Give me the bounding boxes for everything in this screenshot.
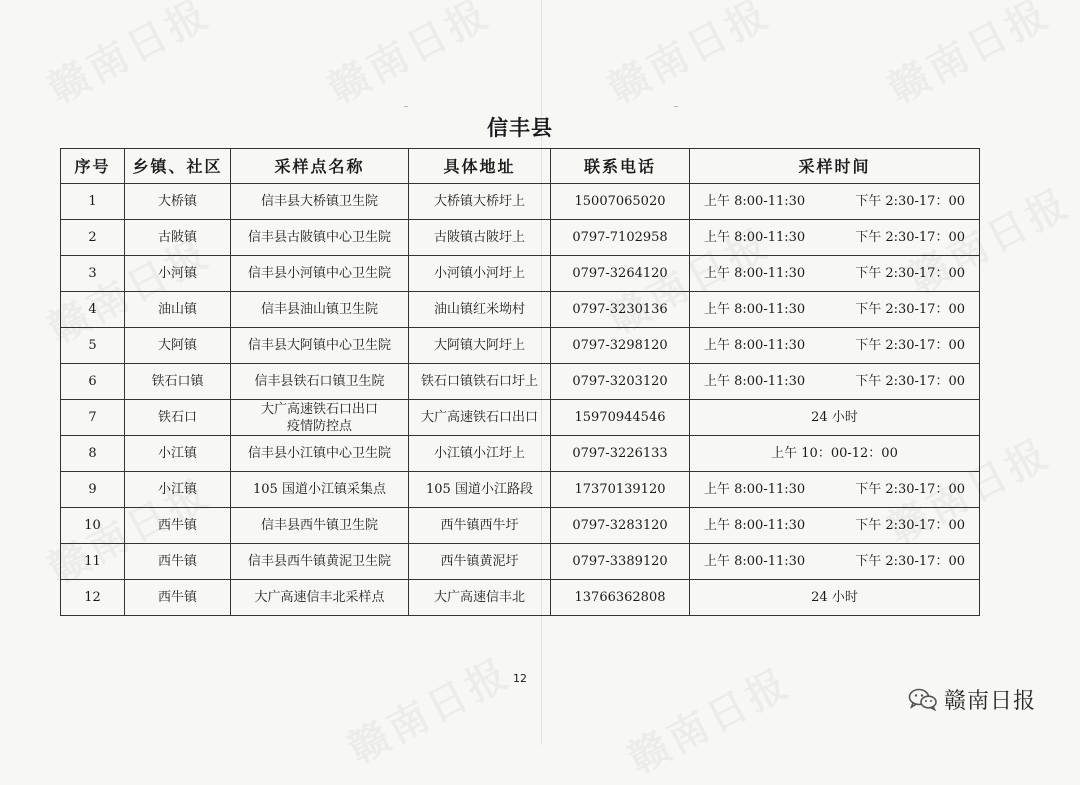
table-row [61, 256, 980, 292]
time-morning: 上午 8:00-11:30 [704, 374, 806, 389]
cell-phone: 0797-3264120 [551, 256, 690, 292]
time-afternoon: 下午 2:30-17：00 [855, 302, 965, 317]
cell-address: 大桥镇大桥圩上 [409, 184, 551, 220]
cell-town: 西牛镇 [125, 544, 231, 580]
cell-site-name: 信丰县大桥镇卫生院 [231, 184, 409, 220]
cell-sampling-time: 24 小时 [690, 580, 980, 616]
cell-site-name: 信丰县西牛镇黄泥卫生院 [231, 544, 409, 580]
cell-site-name: 信丰县小江镇中心卫生院 [231, 436, 409, 472]
cell-phone: 0797-3283120 [551, 508, 690, 544]
cell-sampling-time [690, 256, 980, 292]
cell-sampling-time [690, 472, 980, 508]
cell-number: 2 [61, 220, 125, 256]
site-name-line-1: 大广高速铁石口出口 [260, 401, 378, 417]
cell-address: 105 国道小江路段 [409, 472, 551, 508]
cell-phone: 15007065020 [551, 184, 690, 220]
header-phone: 联系电话 [551, 149, 690, 184]
cell-phone: 0797-3203120 [551, 364, 690, 400]
cell-number: 10 [61, 508, 125, 544]
cell-number: 8 [61, 436, 125, 472]
cell-town: 小江镇 [125, 436, 231, 472]
table-header-row [61, 149, 980, 184]
table-row [61, 292, 980, 328]
watermark [877, 0, 1059, 115]
cell-sampling-time: 上午 10：00-12：00 [690, 436, 980, 472]
cell-sampling-time [690, 328, 980, 364]
cell-sampling-time [690, 292, 980, 328]
cell-number: 3 [61, 256, 125, 292]
time-morning: 上午 8:00-11:30 [704, 482, 806, 497]
time-afternoon: 下午 2:30-17：00 [855, 374, 965, 389]
cell-site-name: 信丰县古陂镇中心卫生院 [231, 220, 409, 256]
time-afternoon: 下午 2:30-17：00 [855, 338, 965, 353]
cell-town: 铁石口镇 [125, 364, 231, 400]
cell-phone: 0797-3230136 [551, 292, 690, 328]
wechat-icon [908, 687, 938, 711]
cell-number: 9 [61, 472, 125, 508]
cell-address: 小江镇小江圩上 [409, 436, 551, 472]
table-row [61, 184, 980, 220]
cell-phone: 0797-3298120 [551, 328, 690, 364]
table-row [61, 364, 980, 400]
cell-town: 大阿镇 [125, 328, 231, 364]
time-morning: 上午 8:00-11:30 [704, 302, 806, 317]
table-row [61, 580, 980, 616]
cell-number: 12 [61, 580, 125, 616]
cell-number: 7 [61, 400, 125, 436]
cell-sampling-time [690, 364, 980, 400]
cell-site-name: 信丰县西牛镇卫生院 [231, 508, 409, 544]
header-number: 序号 [61, 149, 125, 184]
site-name-line-2: 疫情防控点 [286, 418, 352, 434]
cell-number: 4 [61, 292, 125, 328]
time-morning: 上午 8:00-11:30 [704, 194, 806, 209]
time-afternoon: 下午 2:30-17：00 [855, 194, 965, 209]
time-afternoon: 下午 2:30-17：00 [855, 230, 965, 245]
cell-town: 小江镇 [125, 472, 231, 508]
cell-sampling-time [690, 508, 980, 544]
cell-sampling-time: 24 小时 [690, 400, 980, 436]
cell-number: 11 [61, 544, 125, 580]
sampling-sites-table [60, 148, 980, 616]
watermark [597, 0, 779, 115]
cell-phone: 17370139120 [551, 472, 690, 508]
time-morning: 上午 8:00-11:30 [704, 338, 806, 353]
cell-town: 西牛镇 [125, 508, 231, 544]
cell-town: 古陂镇 [125, 220, 231, 256]
watermark [337, 642, 519, 775]
time-morning: 上午 8:00-11:30 [704, 518, 806, 533]
cell-address: 古陂镇古陂圩上 [409, 220, 551, 256]
cell-address: 大广高速铁石口出口 [409, 400, 551, 436]
cell-address: 油山镇红米坳村 [409, 292, 551, 328]
cell-site-name: 信丰县大阿镇中心卫生院 [231, 328, 409, 364]
cell-address: 大阿镇大阿圩上 [409, 328, 551, 364]
cell-town: 小河镇 [125, 256, 231, 292]
crop-mark [674, 106, 678, 107]
cell-number: 6 [61, 364, 125, 400]
cell-town: 铁石口 [125, 400, 231, 436]
time-morning: 上午 8:00-11:30 [704, 230, 806, 245]
cell-sampling-time [690, 220, 980, 256]
cell-phone: 15970944546 [551, 400, 690, 436]
watermark [317, 0, 499, 115]
cell-phone: 13766362808 [551, 580, 690, 616]
cell-address: 西牛镇西牛圩 [409, 508, 551, 544]
cell-address: 大广高速信丰北 [409, 580, 551, 616]
table-row [61, 508, 980, 544]
header-address: 具体地址 [409, 149, 551, 184]
cell-phone: 0797-3226133 [551, 436, 690, 472]
cell-site-name [231, 400, 409, 436]
header-site-name: 采样点名称 [231, 149, 409, 184]
cell-phone: 0797-7102958 [551, 220, 690, 256]
table-row [61, 328, 980, 364]
time-afternoon: 下午 2:30-17：00 [855, 482, 965, 497]
time-afternoon: 下午 2:30-17：00 [855, 518, 965, 533]
cell-town: 大桥镇 [125, 184, 231, 220]
page-number: 12 [513, 672, 527, 685]
cell-phone: 0797-3389120 [551, 544, 690, 580]
cell-town: 油山镇 [125, 292, 231, 328]
cell-address: 小河镇小河圩上 [409, 256, 551, 292]
page-title: 信丰县 [487, 115, 553, 140]
table-row [61, 220, 980, 256]
cell-site-name: 大广高速信丰北采样点 [231, 580, 409, 616]
cell-sampling-time [690, 544, 980, 580]
cell-number: 5 [61, 328, 125, 364]
cell-address: 西牛镇黄泥圩 [409, 544, 551, 580]
table-row [61, 436, 980, 472]
time-afternoon: 下午 2:30-17：00 [855, 554, 965, 569]
time-afternoon: 下午 2:30-17：00 [855, 266, 965, 281]
cell-site-name: 105 国道小江镇采集点 [231, 472, 409, 508]
table-row [61, 400, 980, 436]
cell-number: 1 [61, 184, 125, 220]
time-morning: 上午 8:00-11:30 [704, 554, 806, 569]
cell-site-name: 信丰县小河镇中心卫生院 [231, 256, 409, 292]
table-row [61, 544, 980, 580]
cell-site-name: 信丰县铁石口镇卫生院 [231, 364, 409, 400]
cell-site-name: 信丰县油山镇卫生院 [231, 292, 409, 328]
cell-town: 西牛镇 [125, 580, 231, 616]
cell-sampling-time [690, 184, 980, 220]
table-row [61, 472, 980, 508]
watermark [37, 0, 219, 115]
header-town: 乡镇、社区 [125, 149, 231, 184]
crop-mark [404, 106, 408, 107]
brand-name: 赣南日报 [944, 688, 1037, 714]
time-morning: 上午 8:00-11:30 [704, 266, 806, 281]
cell-address: 铁石口镇铁石口圩上 [409, 364, 551, 400]
brand-badge [908, 684, 1036, 714]
header-sampling-time: 采样时间 [690, 149, 980, 184]
